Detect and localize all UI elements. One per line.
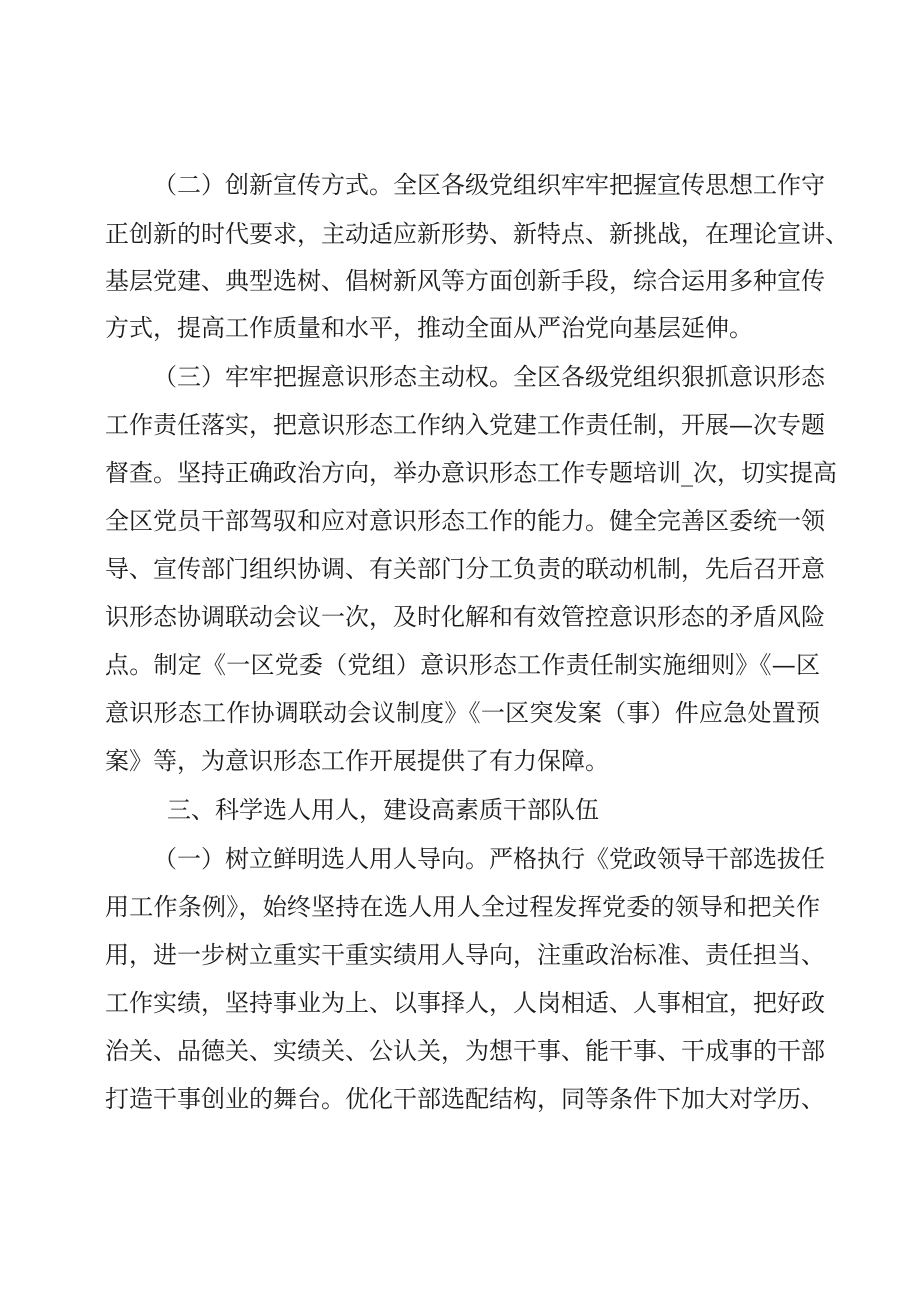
paragraph-line: 方式，提高工作质量和水平，推动全面从严治党向基层延伸。 <box>105 314 753 342</box>
paragraph-line: 用，进一步树立重实干重实绩用人导向，注重政治标准、责任担当、 <box>105 941 825 969</box>
paragraph-line: 用工作条例》，始终坚持在选人用人全过程发挥党委的领导和把关作 <box>105 893 820 921</box>
paragraph-line: 全区党员干部驾驭和应对意识形态工作的能力。健全完善区委统一领 <box>105 507 825 535</box>
paragraph-line: 意识形态工作协调联动会议制度》《一区突发案（事）件应急处置预 <box>105 699 820 727</box>
section-heading: 三、科学选人用人，建设高素质干部队伍 <box>167 796 599 824</box>
paragraph-line: （三）牢牢把握意识形态主动权。全区各级党组织狠抓意识形态 <box>153 363 825 391</box>
paragraph-line: 打造干事创业的舞台。优化干部选配结构，同等条件下加大对学历、 <box>105 1085 825 1113</box>
paragraph-line: 督查。坚持正确政治方向，举办意识形态工作专题培训_次，切实提高 <box>105 459 837 487</box>
paragraph-line: 基层党建、典型选树、倡树新风等方面创新手段，综合运用多种宣传 <box>105 267 825 295</box>
paragraph-line: 识形态协调联动会议一次，及时化解和有效管控意识形态的矛盾风险 <box>105 603 825 631</box>
paragraph-line: 工作责任落实，把意识形态工作纳入党建工作责任制，开展—次专题 <box>105 411 825 439</box>
paragraph-line: （二）创新宣传方式。全区各级党组织牢牢把握宣传思想工作守 <box>153 171 825 199</box>
paragraph-line: 点。制定《一区党委（党组）意识形态工作责任制实施细则》《—区 <box>105 651 820 679</box>
paragraph-line: 治关、品德关、实绩关、公认关，为想干事、能干事、干成事的干部 <box>105 1037 825 1065</box>
paragraph-line: 案》等，为意识形态工作开展提供了有力保障。 <box>105 747 609 775</box>
paragraph-line: 工作实绩，坚持事业为上、以事择人，人岗相适、人事相宜，把好政 <box>105 989 825 1017</box>
paragraph-line: 导、宣传部门组织协调、有关部门分工负责的联动机制，先后召开意 <box>105 555 825 583</box>
paragraph-line: 正创新的时代要求，主动适应新形势、新特点、新挑战，在理论宣讲、 <box>105 220 849 248</box>
paragraph-line: （一）树立鲜明选人用人导向。严格执行《党政领导干部选拔任 <box>153 845 825 873</box>
